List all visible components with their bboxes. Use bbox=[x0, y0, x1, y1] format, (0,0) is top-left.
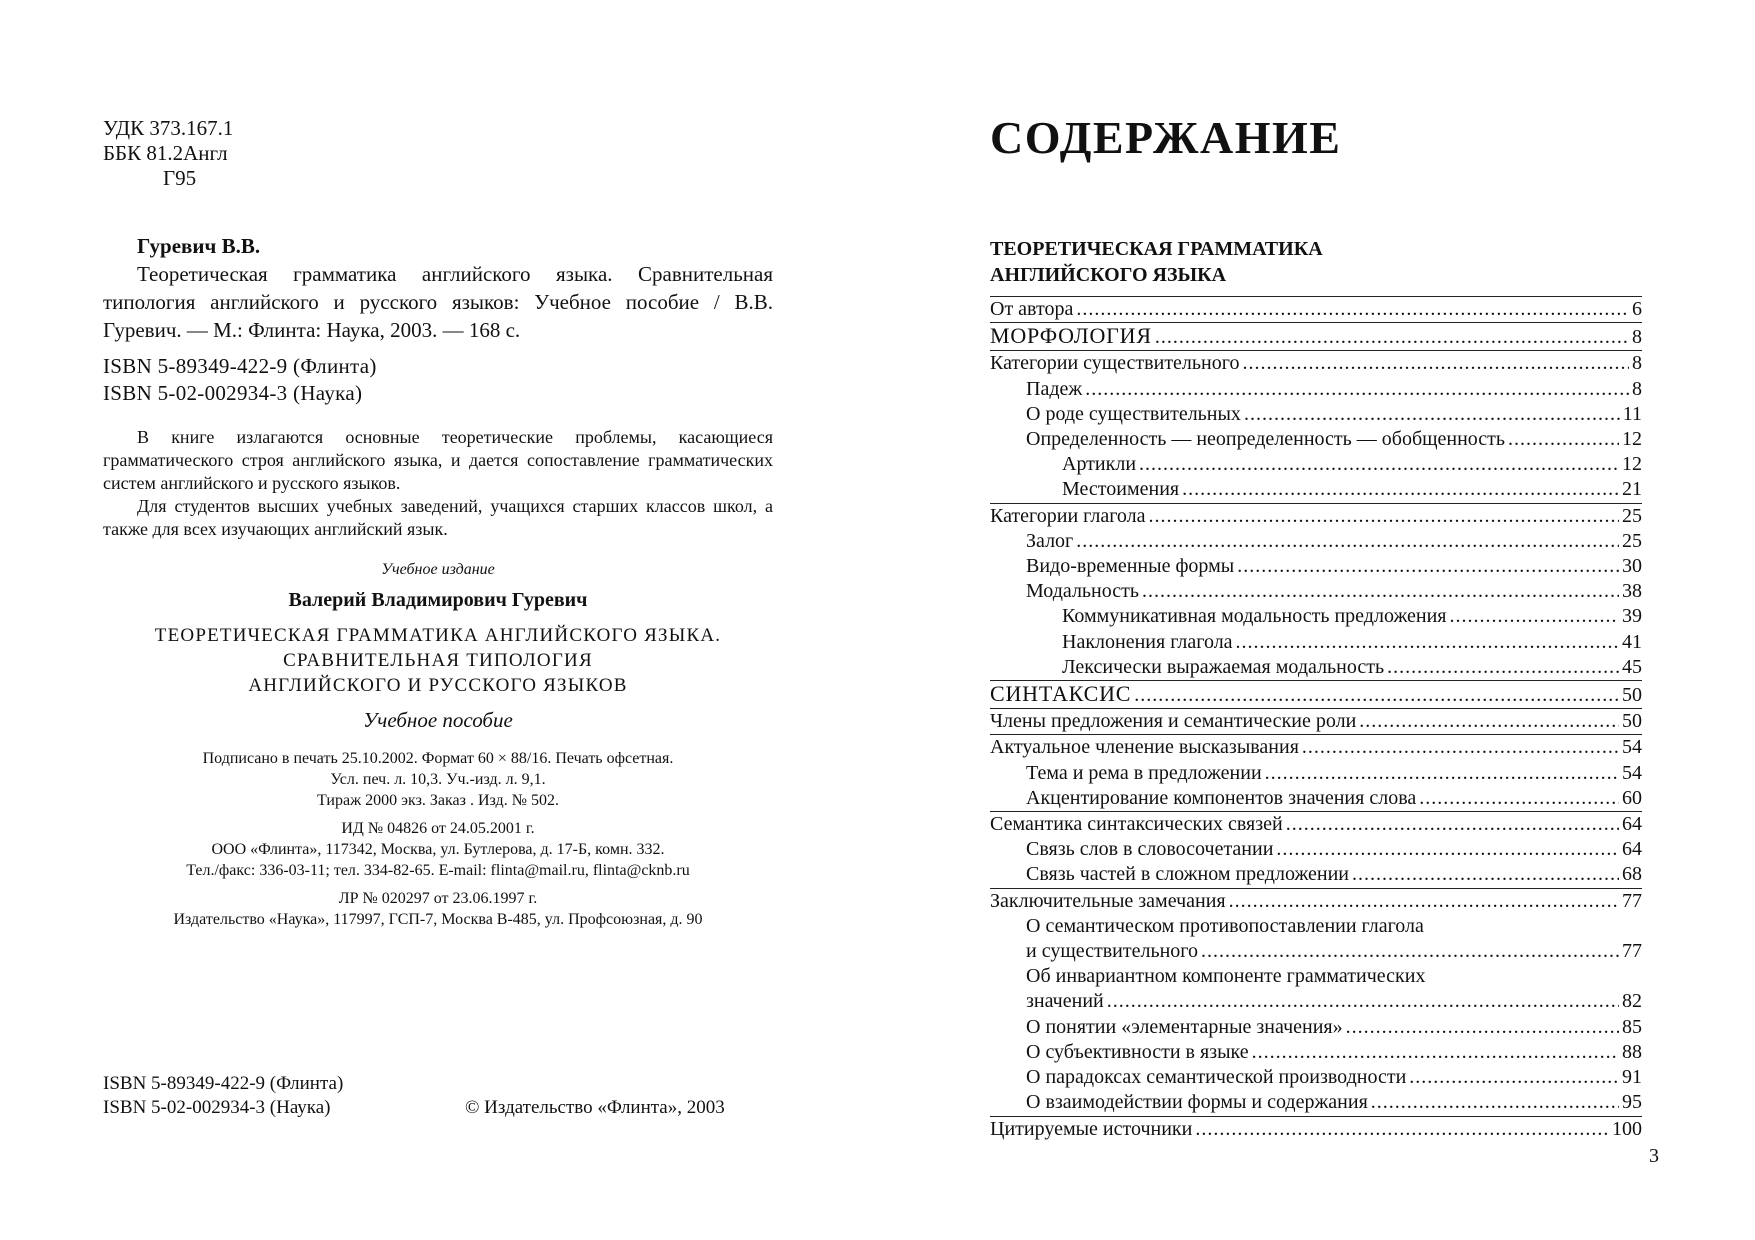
toc-entry[interactable] bbox=[990, 1015, 1642, 1040]
toc-page-number: 91 bbox=[1622, 1066, 1642, 1089]
toc-page-number: 54 bbox=[1622, 736, 1642, 759]
subtitle-line: ТЕОРЕТИЧЕСКАЯ ГРАММАТИКА bbox=[990, 238, 1323, 260]
toc-entry[interactable] bbox=[990, 477, 1642, 502]
toc-entry[interactable] bbox=[990, 402, 1642, 427]
toc-entry[interactable] bbox=[990, 296, 1642, 322]
toc-page-number: 12 bbox=[1622, 428, 1642, 451]
toc-entry-text: Актуальное членение высказывания bbox=[990, 736, 1299, 759]
abstract-paragraph: В книге излагаются основные теоретические проблемы, касающиеся грамматического строя английского языка, и дается сопоставление грамматических систем английского и русского языков. bbox=[103, 427, 773, 493]
toc-page-number: 60 bbox=[1622, 786, 1642, 809]
toc-entry-text: Тема и рема в предложении bbox=[1026, 761, 1262, 784]
imprint bbox=[103, 559, 773, 930]
toc-page-number: 8 bbox=[1632, 326, 1642, 349]
toc-entry-line1: Об инвариантном компоненте грамматических bbox=[1026, 965, 1426, 988]
toc-entry[interactable] bbox=[990, 529, 1642, 554]
publisher-line: ЛР № 020297 от 23.06.1997 г. bbox=[338, 890, 538, 907]
publisher-line: Издательство «Наука», 117997, ГСП-7, Москва В-485, ул. Профсоюзная, д. 90 bbox=[173, 911, 703, 928]
toc-entry-text: и существительного bbox=[1026, 940, 1198, 963]
toc-page-number: 77 bbox=[1622, 940, 1642, 963]
toc-entry[interactable] bbox=[990, 427, 1642, 452]
toc-page-number: 6 bbox=[1632, 298, 1642, 320]
toc-entry[interactable] bbox=[990, 1040, 1642, 1065]
publisher-line: ООО «Флинта», 117342, Москва, ул. Бутлерова, д. 17-Б, комн. 332. bbox=[211, 841, 665, 858]
toc-entry-text: О понятии «элементарные значения» bbox=[1026, 1015, 1343, 1038]
publisher-line: Тел./факс: 336-03-11; тел. 334-82-65. E-mail: flinta@mail.ru, flinta@cknb.ru bbox=[186, 862, 690, 879]
print-info bbox=[103, 748, 773, 930]
toc-entry-text: О взаимодействии формы и содержания bbox=[1026, 1091, 1368, 1114]
copyright: © Издательство «Флинта», 2003 bbox=[465, 1097, 725, 1118]
page-number: 3 bbox=[1649, 1145, 1659, 1167]
toc-page-number: 11 bbox=[1622, 402, 1642, 425]
toc-page-number: 38 bbox=[1622, 580, 1642, 603]
toc-entry[interactable] bbox=[990, 811, 1642, 837]
subtitle-line: АНГЛИЙСКОГО ЯЗЫКА bbox=[990, 264, 1227, 286]
toc-entry-text: Залог bbox=[1026, 529, 1074, 552]
toc-entry[interactable] bbox=[990, 862, 1642, 887]
toc-entry[interactable] bbox=[990, 939, 1642, 964]
toc-entry[interactable] bbox=[990, 377, 1642, 402]
toc-entry-text: О субъективности в языке bbox=[1026, 1040, 1249, 1063]
toc-page-number: 77 bbox=[1622, 889, 1642, 912]
toc-page-number: 54 bbox=[1622, 761, 1642, 784]
toc-entry[interactable] bbox=[990, 579, 1642, 604]
biblio-author: Гуревич В.В. bbox=[137, 234, 261, 258]
toc-entry-text: Определенность — неопределенность — обобщенность bbox=[1026, 428, 1506, 451]
bbk-code: ББК 81.2Англ bbox=[103, 141, 228, 165]
toc-page-number: 100 bbox=[1612, 1117, 1642, 1140]
toc-entry[interactable] bbox=[990, 604, 1642, 629]
toc-entry-text: Лексически выражаемая модальность bbox=[1062, 655, 1385, 678]
toc-entry-line1: О семантическом противопоставлении глагола bbox=[1026, 914, 1424, 937]
toc-entry[interactable] bbox=[990, 1116, 1642, 1142]
author-mark: Г95 bbox=[163, 166, 197, 190]
toc-entry[interactable] bbox=[990, 655, 1642, 680]
toc-page-number: 25 bbox=[1622, 504, 1642, 527]
toc-page-number: 12 bbox=[1622, 453, 1642, 476]
abstract-paragraph: Для студентов высших учебных заведений, учащихся старших классов школ, а также для всех изучающих английский язык. bbox=[103, 496, 773, 539]
toc-entry-text: Коммуникативная модальность предложения bbox=[1062, 605, 1447, 628]
toc-entry[interactable] bbox=[990, 630, 1642, 655]
toc-entry-text: Категории глагола bbox=[990, 504, 1146, 527]
toc-entry[interactable] bbox=[990, 452, 1642, 477]
bibliographic-record bbox=[103, 232, 773, 344]
toc-page-number: 64 bbox=[1622, 838, 1642, 861]
toc-entry[interactable] bbox=[990, 350, 1642, 376]
toc-page-number: 88 bbox=[1622, 1040, 1642, 1063]
toc-page-number: 64 bbox=[1622, 813, 1642, 836]
title-line: ТЕОРЕТИЧЕСКАЯ ГРАММАТИКА АНГЛИЙСКОГО ЯЗЫКА. bbox=[154, 625, 722, 646]
toc-page-number: 8 bbox=[1632, 352, 1642, 375]
toc-page-number: 30 bbox=[1622, 555, 1642, 578]
contents-subtitle bbox=[990, 236, 1323, 288]
toc-entry-text: МОРФОЛОГИЯ bbox=[990, 323, 1152, 349]
toc-entry-text: О роде существительных bbox=[1026, 402, 1241, 425]
toc-entry-text: Связь частей в сложном предложении bbox=[1026, 863, 1349, 886]
toc-entry[interactable] bbox=[990, 1090, 1642, 1115]
toc-entry-text: Падеж bbox=[1026, 377, 1083, 400]
toc-page-number: 95 bbox=[1622, 1091, 1642, 1114]
book-subtitle: Учебное пособие bbox=[363, 708, 513, 732]
toc-entry[interactable] bbox=[990, 322, 1642, 350]
udk-code: УДК 373.167.1 bbox=[103, 116, 234, 140]
toc-entry[interactable] bbox=[990, 503, 1642, 529]
classification-codes bbox=[103, 116, 233, 191]
left-page bbox=[0, 0, 877, 1240]
toc-page-number: 45 bbox=[1622, 655, 1642, 678]
toc-entry-text: Категории существительного bbox=[990, 352, 1240, 375]
toc-entry-text: Члены предложения и семантические роли bbox=[990, 710, 1357, 733]
isbn-nauka: ISBN 5-02-002934-3 (Наука) bbox=[103, 1097, 331, 1118]
toc-entry-text: Артикли bbox=[1062, 453, 1137, 476]
isbn-flinta: ISBN 5-89349-422-9 (Флинта) bbox=[103, 354, 377, 378]
toc-page-number: 68 bbox=[1622, 863, 1642, 886]
toc-entry-text: Связь слов в словосочетании bbox=[1026, 838, 1274, 861]
publisher-line: ИД № 04826 от 24.05.2001 г. bbox=[341, 820, 535, 837]
author-full-name: Валерий Владимирович Гуревич bbox=[288, 589, 588, 611]
toc-entry-text: Семантика синтаксических связей bbox=[990, 813, 1283, 836]
toc-entry[interactable] bbox=[990, 1065, 1642, 1090]
toc-page-number: 50 bbox=[1622, 684, 1642, 707]
contents-title: СОДЕРЖАНИЕ bbox=[990, 112, 1342, 163]
biblio-description: Теоретическая грамматика английского языка. Сравнительная типология английского и русского языков: Учебное пособие / В.В. Гуревич. — М.: Флинта: Наука, 2003. — 168 с. bbox=[103, 262, 773, 342]
toc-entry[interactable] bbox=[990, 786, 1642, 811]
toc-entry-text: Видо-временные формы bbox=[1026, 555, 1235, 578]
toc-entry-text: От автора bbox=[990, 298, 1074, 320]
toc-page-number: 85 bbox=[1622, 1015, 1642, 1038]
toc-entry[interactable] bbox=[990, 554, 1642, 579]
toc-entry-text: Местоимения bbox=[1062, 478, 1180, 501]
print-line: Тираж 2000 экз. Заказ . Изд. № 502. bbox=[317, 792, 559, 809]
right-page bbox=[877, 0, 1755, 1240]
toc-entry[interactable] bbox=[990, 989, 1642, 1014]
toc-entry-text: Заключительные замечания bbox=[990, 889, 1226, 912]
toc-entry-text: СИНТАКСИС bbox=[990, 681, 1132, 707]
isbn-nauka: ISBN 5-02-002934-3 (Наука) bbox=[103, 381, 363, 405]
toc-entry-text: Модальность bbox=[1026, 580, 1139, 603]
title-line: СРАВНИТЕЛЬНАЯ ТИПОЛОГИЯ bbox=[283, 650, 593, 671]
toc-entry[interactable] bbox=[990, 680, 1642, 708]
toc-entry[interactable] bbox=[990, 708, 1642, 734]
toc-entry[interactable] bbox=[990, 888, 1642, 914]
toc-page-number: 25 bbox=[1622, 529, 1642, 552]
toc-entry-text: Цитируемые источники bbox=[990, 1117, 1193, 1140]
title-line: АНГЛИЙСКОГО И РУССКОГО ЯЗЫКОВ bbox=[248, 675, 628, 696]
book-title bbox=[103, 623, 773, 698]
print-line: Усл. печ. л. 10,3. Уч.-изд. л. 9,1. bbox=[330, 771, 546, 788]
toc-entry[interactable] bbox=[990, 837, 1642, 862]
toc-page-number: 82 bbox=[1622, 990, 1642, 1013]
isbn-flinta: ISBN 5-89349-422-9 (Флинта) bbox=[103, 1073, 344, 1094]
toc-entry-text: Акцентирование компонентов значения слова bbox=[1026, 786, 1417, 809]
isbn-top bbox=[103, 353, 377, 407]
toc-entry[interactable] bbox=[990, 734, 1642, 760]
toc-page-number: 41 bbox=[1622, 630, 1642, 653]
toc-page-number: 8 bbox=[1632, 377, 1642, 400]
toc-entry-text: значений bbox=[1026, 990, 1104, 1013]
table-of-contents bbox=[990, 296, 1642, 1142]
edition-type: Учебное издание bbox=[381, 561, 495, 578]
toc-page-number: 50 bbox=[1622, 710, 1642, 733]
toc-page-number: 39 bbox=[1622, 605, 1642, 628]
toc-entry[interactable] bbox=[990, 761, 1642, 786]
abstract bbox=[103, 426, 773, 541]
print-line: Подписано в печать 25.10.2002. Формат 60 × 88/16. Печать офсетная. bbox=[202, 750, 674, 767]
toc-page-number: 21 bbox=[1622, 478, 1642, 501]
toc-entry-text: Наклонения глагола bbox=[1062, 630, 1233, 653]
toc-entry-text: О парадоксах семантической производности bbox=[1026, 1066, 1407, 1089]
isbn-bottom bbox=[103, 1072, 343, 1120]
